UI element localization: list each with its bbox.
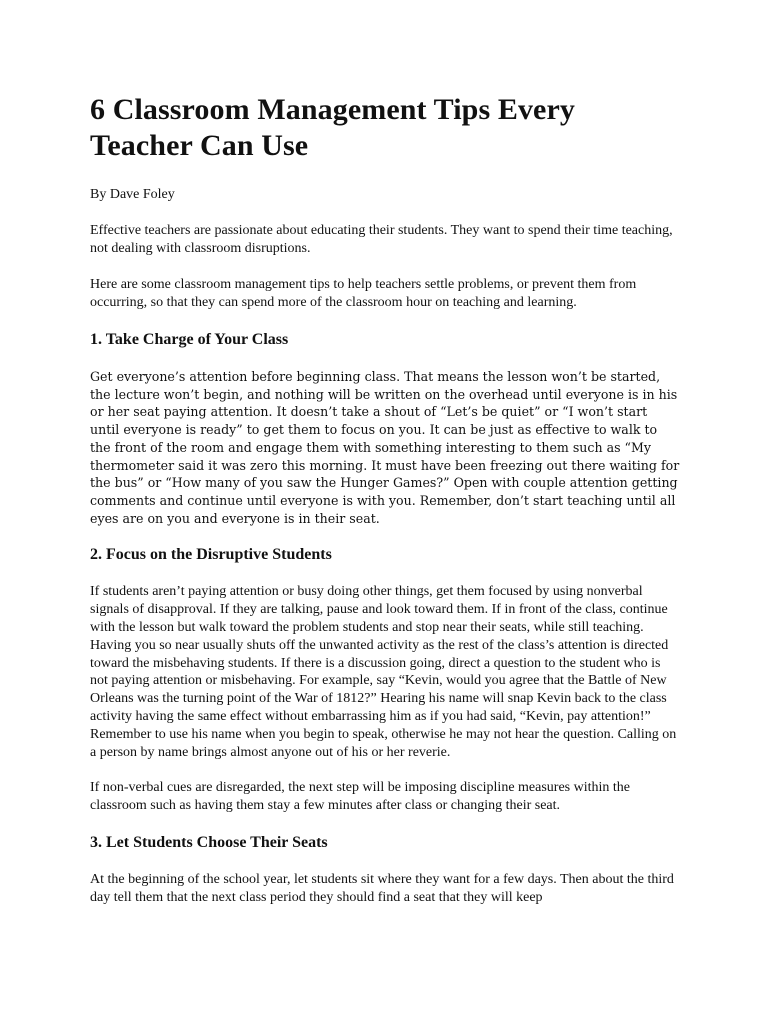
intro-paragraph-2: Here are some classroom management tips to help teachers settle problems, or prevent them from occurring, so that they can spend more of the classroom hour on teaching and learning.: [90, 277, 637, 310]
section-2-paragraph-1: If students aren’t paying attention or busy doing other things, get them focused by using nonverbal signals of disapproval. If they are talking, pause and look toward them. If in front of the class, continue with the lesson but walk toward the problem students and stop near their seats, while still teaching. Having you so near usually shuts off the unwanted activity as the rest of the class’s attention is directed toward the misbehaving students. If there is a discussion going, direct a question to the student who is not paying attention or misbehaving. For example, say “Kevin, would you agree that the Battle of New Orleans was the turning point of the War of 1812?” Hearing his name will snap Kevin back to the class activity having the same effect without embarrassing him as if you had said, “Kevin, pay attention!” Remember to use his name when you begin to speak, otherwise he may not hear the question. Calling on a person by name brings almost anyone out of his or her reverie.: [90, 584, 677, 760]
article-byline: By Dave Foley: [90, 187, 175, 202]
section-3-paragraph-1: At the beginning of the school year, let students sit where they want for a few days. Then about the third day tell them that the next class period they should find a seat that they will keep: [90, 872, 674, 906]
section-heading-3: 3. Let Students Choose Their Seats: [90, 834, 328, 852]
section-2-paragraph-2: If non-verbal cues are disregarded, the next step will be imposing discipline measures within the classroom such as having them stay a few minutes after class or changing their seat.: [90, 780, 631, 814]
section-heading-1: 1. Take Charge of Your Class: [90, 331, 289, 348]
article-title: 6 Classroom Management Tips Every Teacher Can Use: [90, 93, 575, 162]
section-heading-2: 2. Focus on the Disruptive Students: [90, 546, 332, 564]
document-page: [90, 92, 680, 925]
section-1-paragraph-1: Get everyone’s attention before beginning class. That means the lesson won’t be started, the lecture won’t begin, and nothing will be written on the overhead until everyone is in his or her seat paying attention. It doesn’t take a shout of “Let’s be quiet” or “I won’t start until everyone is ready” to get them to focus on you. It can be just as effective to walk to the front of the room and engage them with something interesting to them such as “My thermometer said it was zero this morning. It must have been freezing out there waiting for the bus” or “How many of you saw the Hunger Games?” Open with couple attention getting comments and continue until everyone is with you. Remember, don’t start teaching until all eyes are on you and everyone is in their seat.: [90, 369, 680, 526]
intro-paragraph-1: Effective teachers are passionate about educating their students. They want to spend their time teaching, not dealing with classroom disruptions.: [90, 223, 673, 256]
